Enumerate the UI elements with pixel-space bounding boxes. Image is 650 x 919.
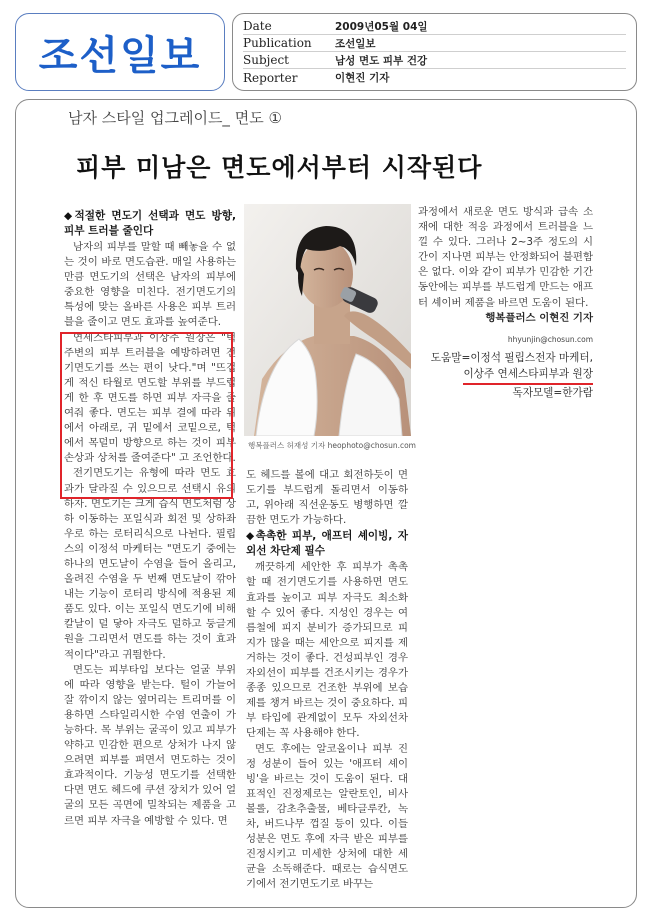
meta-key: Publication bbox=[243, 36, 312, 50]
meta-row-date bbox=[243, 18, 626, 35]
credit-line-highlighted: 이상주 연세스타피부과 원장 bbox=[463, 366, 593, 385]
article-headline: 피부 미남은 면도에서부터 시작된다 bbox=[76, 153, 483, 182]
paragraph: 남자의 피부를 말할 때 빼놓을 수 없는 것이 바로 면도습관. 매일 사용하는 만큼 면도기의 선택은 남자의 피부에 중요한 영향을 미친다. 전기면도기의 특성에 맞는 올바른 사용은 피부 트러블을 줄이고 면도 효과를 높여준다. bbox=[64, 241, 236, 329]
meta-row-reporter bbox=[243, 69, 626, 86]
meta-row-publication bbox=[243, 35, 626, 52]
meta-value: 2009년05월 04일 bbox=[335, 20, 428, 33]
credit-line: 독자모델=한가람 bbox=[512, 386, 593, 399]
series-title: 남자 스타일 업그레이드_ 면도 ① bbox=[68, 109, 282, 127]
credit-line: 도움말=이정석 필립스전자 마케터, bbox=[430, 351, 593, 364]
paragraph: 전기면도기는 유형에 따라 면도 효과가 달라질 수 있으므로 선택시 유의하자. 면도기는 크게 습식 면도처럼 상하 이동하는 포일식과 회전 및 상하좌우로 하는 로터리식으로 나뉜다. 필립스의 이정석 마케터는 "면도기 중에는 하나의 면도날이 수염을 들어 올리고, 올려진 수염을 두 번째 면도날이 깎아내는 기능이 로터리 방식에 적용된 제품도 있다. 이는 포일식 면도기에 비해 칼날이 덜 닿아 자극도 덜하고 둥글게 원을 그리면서 면도를 하는 것이 효과적이다"라고 귀띔한다. bbox=[64, 467, 236, 661]
reporter-email: hhyunjin@chosun.com bbox=[507, 334, 593, 344]
meta-row-subject bbox=[243, 52, 626, 69]
article-meta-table bbox=[232, 13, 637, 91]
paragraph: 과정에서 새로운 면도 방식과 급속 소재에 대한 적응 과정에서 트러블을 느낄 수 있다. 그러나 2~3주 정도의 시간이 지나면 피부는 안정화되어 불편함은 없다. 이와 같이 피부가 민감한 기간 동안에는 피부를 부드럽게 만드는 애프터 셰이버 제품을 바르면 도움이 된다. bbox=[418, 206, 593, 309]
meta-key: Date bbox=[243, 19, 272, 33]
newspaper-logo-box bbox=[15, 13, 225, 91]
paragraph: 면도는 피부타입 보다는 얼굴 부위에 따라 영향을 받는다. 털이 가늘어 잘 깎이지 않는 옆머리는 트리머를 이용하면 스타일리시한 수염 연출이 가능하다. 목 부위는 굴곡이 있고 피부가 약하고 민감한 편으로 상처가 나지 않으려면 피부를 펴면서 면도하는 것이 효과적이다. 기능성 면도기를 선택한다면 면도 헤드에 쿠션 장치가 있어 얼굴의 모든 곡면에 밀착되는 제품을 고르면 피부 자극을 예방할 수 있다. 면 bbox=[64, 663, 236, 827]
paragraph: 깨끗하게 세안한 후 피부가 촉촉할 때 전기면도기를 사용하면 면도 효과를 높이고 피부 자극도 최소화할 수 있어 좋다. 지성인 경우는 여름철에 피지 분비가 증가되므로 피지가 많을 때는 세안으로 피지를 제거하는 것이 좋다. 건성피부인 경우 자외선이 피부를 건조시키는 경우가 종종 있으므로 건조한 부위에 보습제를 챙겨 바르는 것이 중요하다. 피부 타입에 관계없이 모두 자외선차단제는 꼭 사용해야 한다. bbox=[246, 561, 408, 740]
meta-key: Subject bbox=[243, 53, 289, 67]
newspaper-logo: 조선일보 bbox=[38, 32, 202, 79]
meta-value: 남성 면도 피부 건강 bbox=[335, 54, 428, 67]
paragraph: 면도 후에는 알코올이나 피부 진정 성분이 들어 있는 '애프터 셰이빙'을 바르는 것이 도움이 된다. 대표적인 진정제로는 알란토인, 비사볼롤, 감초추출물, 베타글루칸, 녹차, 버드나무 껍질 등이 있다. 이들 성분은 면도 후에 자극 받은 피부를 진정시키고 미세한 상처에 대한 세균을 소독해준다. 때로는 습식면도기에서 전기면도기로 바꾸는 bbox=[246, 742, 408, 891]
section-subhead: ◆적절한 면도기 선택과 면도 방향, 피부 트러블 줄인다 bbox=[64, 210, 236, 237]
paragraph: 도 헤드를 볼에 대고 회전하듯이 면도기를 부드럽게 돌리면서 이동하고, 위아래 직선운동도 병행하면 깔끔한 면도가 가능하다. bbox=[246, 469, 408, 527]
reporter-byline: 행복플러스 이현진 기자 bbox=[485, 311, 593, 324]
highlight-box bbox=[60, 332, 233, 499]
paragraph-quote: 연세스타피부과 이상주 원장은 "턱 주변의 피부 트러블을 예방하려면 전기면도기를 쓰는 편이 낫다."며 "뜨겁게 적신 타월로 면도할 부위를 부드럽게 한 후 면도를 하면 피부 자극을 줄여줘 좋다. 면도는 피부 결에 따라 위에서 아래로, 귀 밑에서 코밑으로, 턱에서 목덜미 방향으로 하는 것이 피부 손상과 상처를 줄여준다" 고 조언한다. bbox=[64, 331, 236, 465]
article-photo bbox=[244, 204, 411, 436]
article-frame bbox=[15, 99, 637, 908]
article-column-2 bbox=[246, 468, 408, 892]
photo-caption: 행복플러스 허재성 기자 heophoto@chosun.com bbox=[248, 441, 416, 450]
article-column-1 bbox=[64, 208, 236, 829]
meta-value: 이현진 기자 bbox=[335, 72, 390, 84]
shaving-man-photo bbox=[244, 204, 411, 436]
credits bbox=[418, 350, 593, 401]
section-subhead: ◆촉촉한 피부, 애프터 셰이빙, 자외선 차단제 필수 bbox=[246, 530, 408, 558]
article-column-3 bbox=[418, 205, 593, 401]
meta-value: 조선일보 bbox=[335, 37, 376, 50]
meta-key: Reporter bbox=[243, 70, 298, 85]
